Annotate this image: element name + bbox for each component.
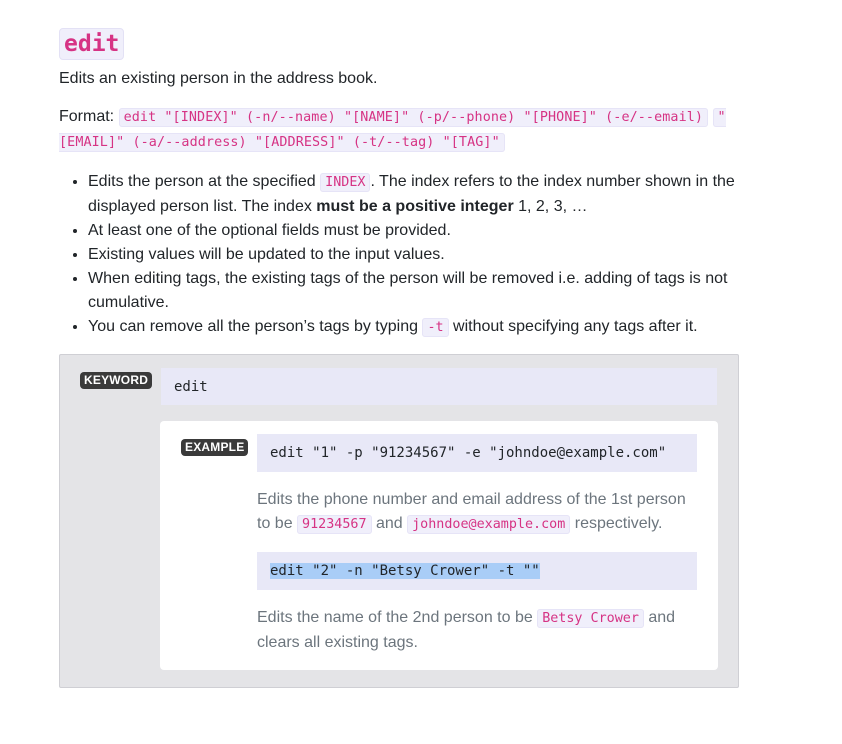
note-text: without specifying any tags after it. [448,318,698,335]
example-code-block-2[interactable] [257,552,697,590]
format-code-line2: "[EMAIL]" (-a/--address) "[ADDRESS]" (-t/--tag) "[TAG]" [59,110,726,150]
list-item [88,315,739,340]
note-text: You can remove all the person’s tags by typing [88,318,423,335]
example-code-text-2-selected[interactable]: edit "2" -n "Betsy Crower" -t "" [270,563,540,579]
note-text: . The index refers to the index number shown in the displayed person list. The index [88,173,735,215]
tag-flag-code: -t [422,318,448,337]
format-label: Format: [59,108,115,125]
example-desc-text: and [371,515,408,532]
name-code: Betsy Crower [537,609,644,628]
list-item: • When editing tags, the existing tags of the person will be removed i.e. adding of tags is not cumulative. [88,267,739,315]
command-doc [59,28,739,651]
example-code-text-1: edit "1" -p "91234567" -e "johndoe@example.com" [270,445,667,461]
example-desc-text: Edits the name of the 2nd person to be [257,609,538,626]
note-text: 1, 2, 3, … [513,198,588,215]
example-card [160,421,718,670]
email-code: johndoe@example.com [407,515,570,534]
example-desc-text: and clears all existing tags. [257,609,676,651]
example-description-1 [257,488,702,537]
note-text: Edits the person at the specified [88,173,321,190]
list-item: • Existing values will be updated to the input values. [88,243,739,267]
keyword-panel [59,354,739,688]
keyword-badge: KEYWORD [80,372,152,389]
keyword-code-text: edit [174,378,208,395]
command-description: Edits an existing person in the address book. [59,70,378,87]
example-badge: EXAMPLE [181,439,248,456]
command-title: edit [59,28,124,60]
note-bold: must be a positive integer [316,198,514,215]
notes-list [59,170,739,340]
example-desc-text: Edits the phone number and email address of the 1st person to be [257,491,686,532]
index-code: INDEX [320,173,370,192]
example-description-2 [257,606,702,655]
list-item [88,170,739,219]
list-item: • At least one of the optional fields must be provided. [88,219,739,243]
example-code-block-1[interactable] [257,434,697,472]
phone-code: 91234567 [297,515,372,534]
format-code-line1: edit "[INDEX]" (-n/--name) "[NAME]" (-p/--phone) "[PHONE]" (-e/--email) [119,108,709,127]
example-desc-text: respectively. [570,515,663,532]
format-line [59,105,739,155]
keyword-code-block[interactable] [161,368,717,405]
